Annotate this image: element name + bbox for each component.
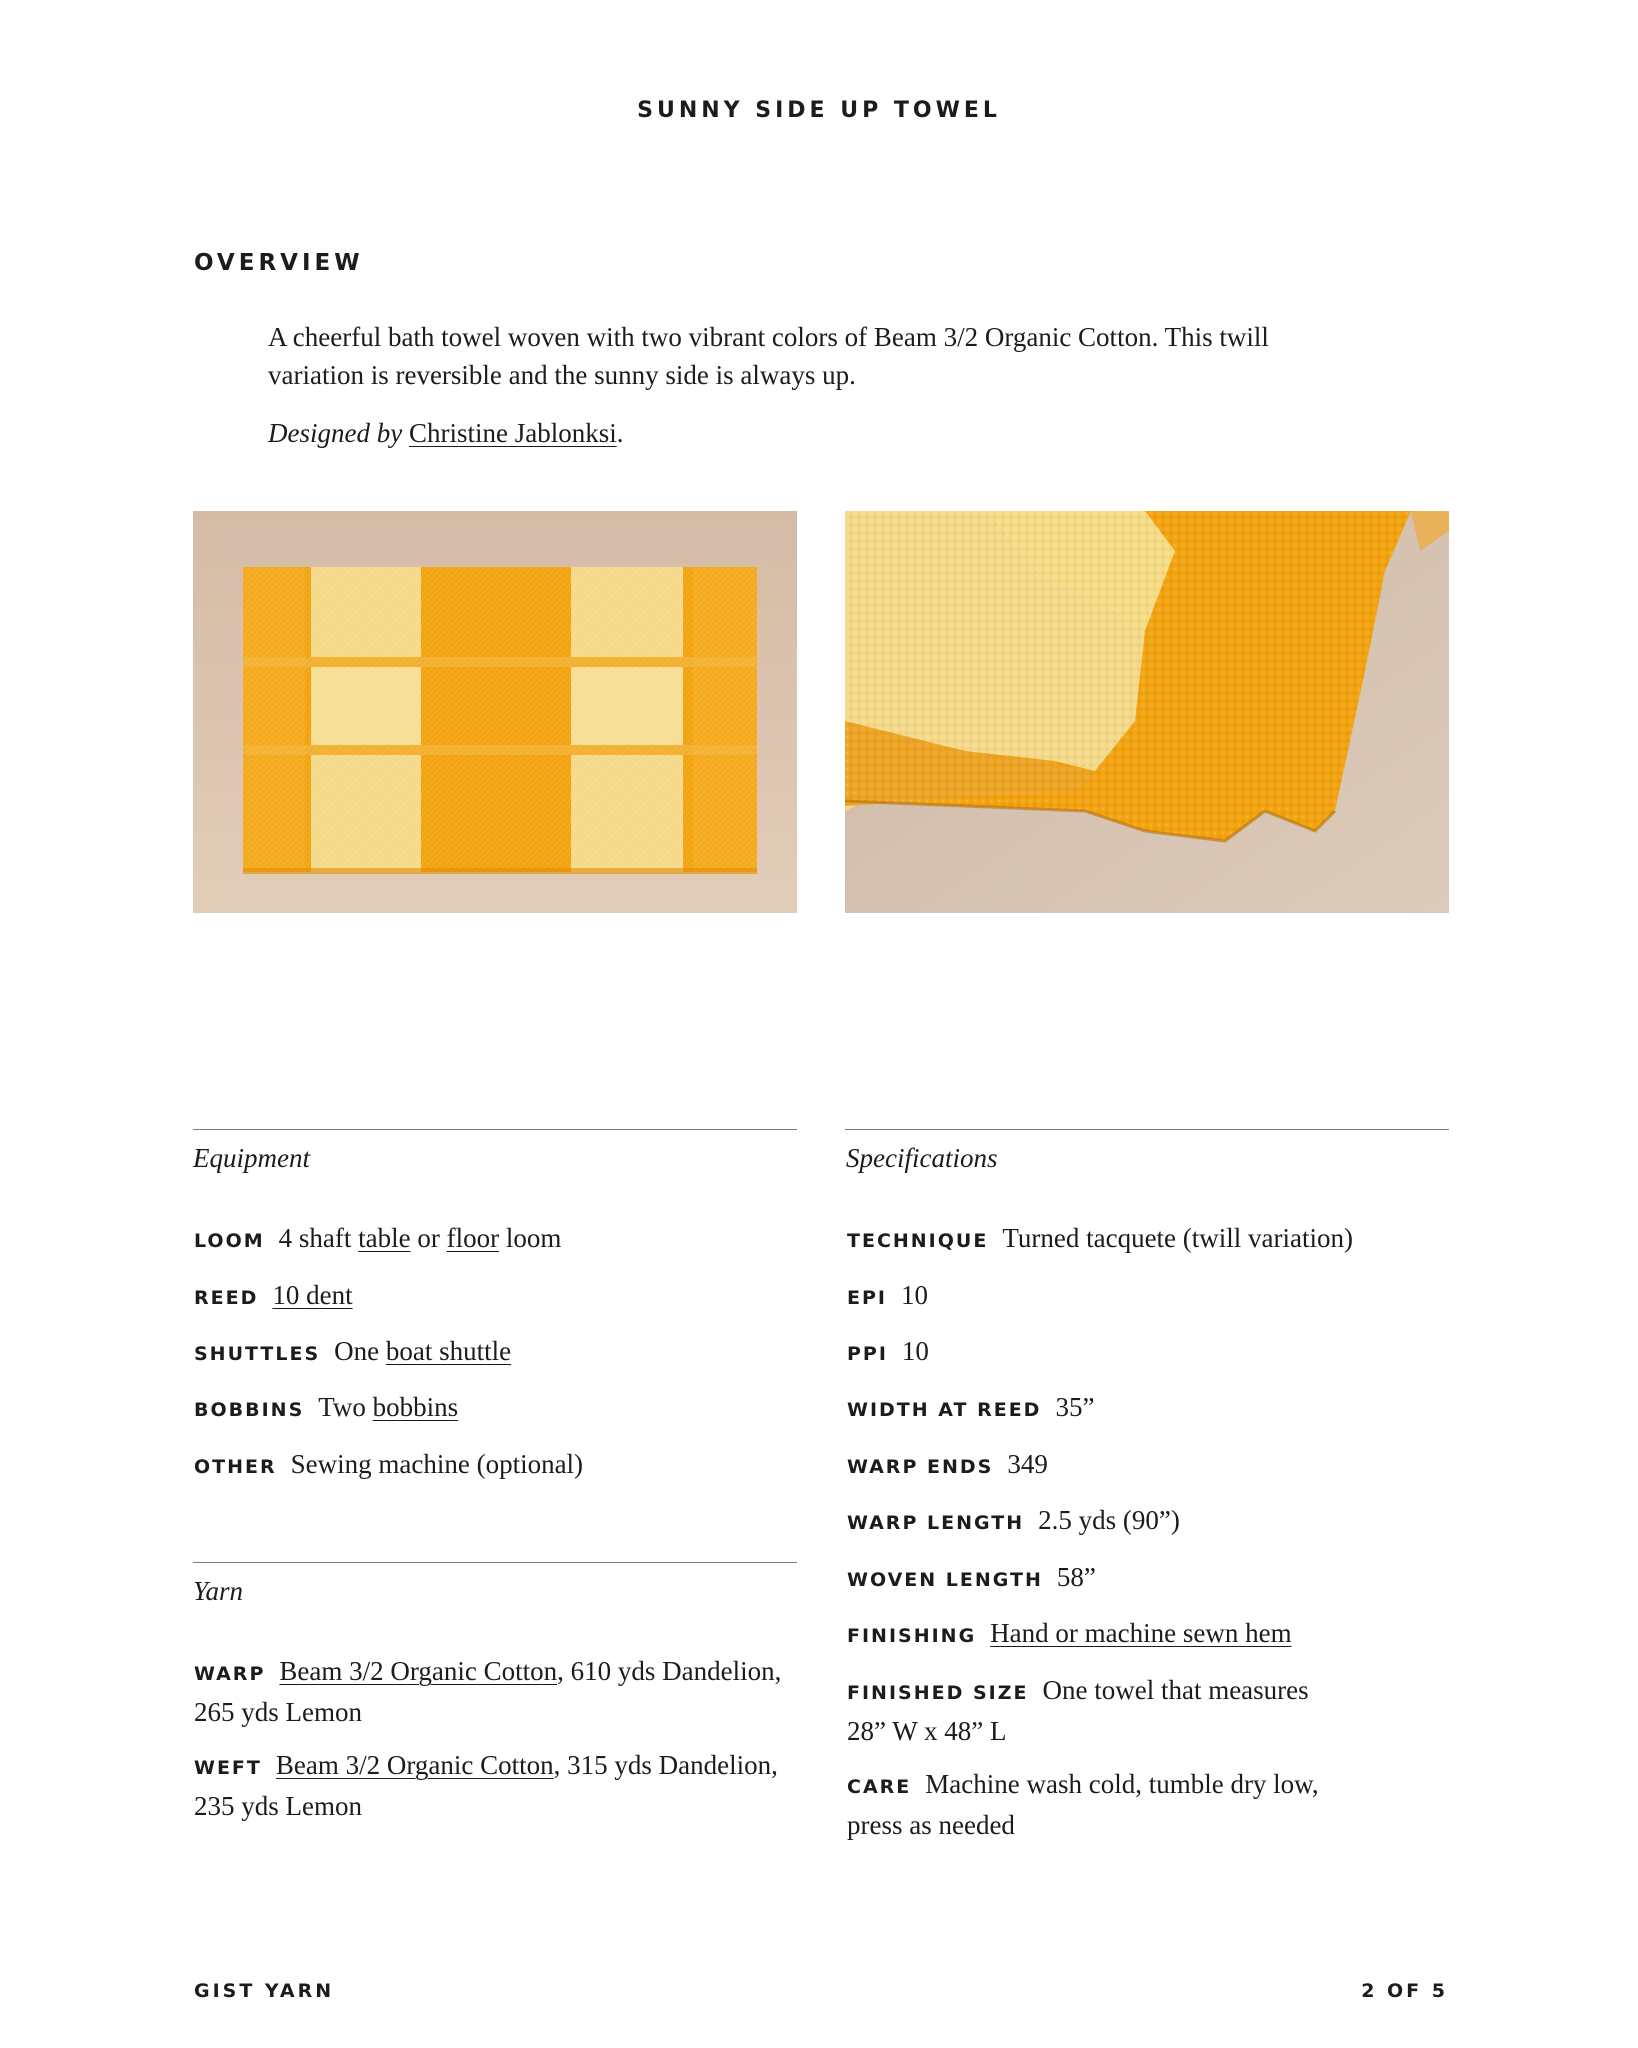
equipment-loom (194, 1219, 561, 1260)
footer-page-number: 2 OF 5 (1361, 1980, 1448, 2002)
finished-size-value: One towel that measures 28” W x 48” L (847, 1675, 1309, 1746)
ppi-key: PPI (847, 1343, 888, 1365)
loom-key: LOOM (194, 1230, 265, 1252)
reed-key: REED (194, 1287, 259, 1309)
shuttles-pre: One (334, 1336, 386, 1366)
reed-link[interactable]: 10 dent (272, 1280, 353, 1310)
woven-length-value: 58” (1056, 1562, 1096, 1592)
shuttles-key: SHUTTLES (194, 1343, 321, 1365)
equipment-reed (194, 1276, 353, 1317)
towel-flat-illustration (193, 511, 797, 913)
spec-finishing (847, 1614, 1292, 1655)
finishing-link[interactable]: Hand or machine sewn hem (990, 1618, 1292, 1648)
footer-brand: GIST YARN (194, 1980, 335, 2002)
designed-by-label: Designed by (268, 418, 403, 448)
equipment-bobbins (194, 1388, 458, 1429)
warp-ends-key: WARP ENDS (847, 1456, 994, 1478)
weft-key: WEFT (194, 1757, 262, 1779)
other-value: Sewing machine (optional) (290, 1449, 584, 1479)
spec-ppi (847, 1332, 929, 1373)
designer-credit (268, 414, 623, 452)
towel-detail-illustration (845, 511, 1449, 913)
width-at-reed-key: WIDTH AT REED (847, 1399, 1042, 1421)
bobbins-pre: Two (318, 1392, 373, 1422)
finishing-key: FINISHING (847, 1625, 977, 1647)
spec-care (847, 1765, 1367, 1844)
warp-ends-value: 349 (1007, 1449, 1048, 1479)
weft-yarn-details: , 315 yds Dandelion, 235 yds Lemon (194, 1750, 778, 1821)
designer-link[interactable]: Christine Jablonksi (408, 418, 617, 448)
equipment-shuttles (194, 1332, 511, 1373)
designer-suffix: . (616, 418, 624, 448)
yarn-warp (194, 1652, 814, 1731)
epi-key: EPI (847, 1287, 887, 1309)
warp-length-key: WARP LENGTH (847, 1512, 1025, 1534)
towel-detail-photo (845, 511, 1449, 913)
technique-value: Turned tacquete (twill variation) (1002, 1223, 1353, 1253)
spec-woven-length (847, 1558, 1096, 1599)
technique-key: TECHNIQUE (847, 1230, 989, 1252)
equipment-other (194, 1445, 583, 1486)
epi-value: 10 (900, 1280, 928, 1310)
warp-key: WARP (194, 1663, 266, 1685)
spec-width-at-reed (847, 1388, 1094, 1429)
yarn-weft (194, 1746, 814, 1825)
spec-warp-length (847, 1501, 1180, 1542)
care-key: CARE (847, 1776, 912, 1798)
towel-flat-photo (193, 511, 797, 913)
warp-length-value: 2.5 yds (90”) (1038, 1505, 1180, 1535)
other-key: OTHER (194, 1456, 277, 1478)
table-loom-link[interactable]: table (358, 1223, 411, 1253)
document-title: SUNNY SIDE UP TOWEL (637, 98, 1001, 123)
spec-epi (847, 1276, 928, 1317)
weft-yarn-link[interactable]: Beam 3/2 Organic Cotton (275, 1750, 554, 1780)
bobbins-key: BOBBINS (194, 1399, 305, 1421)
loom-mid: or (410, 1223, 447, 1253)
loom-post: loom (499, 1223, 562, 1253)
specifications-heading: Specifications (846, 1143, 998, 1173)
equipment-divider (193, 1129, 797, 1130)
equipment-heading: Equipment (193, 1143, 310, 1173)
finished-size-key: FINISHED SIZE (847, 1682, 1029, 1704)
boat-shuttle-link[interactable]: boat shuttle (385, 1336, 512, 1366)
spec-finished-size (847, 1671, 1347, 1750)
yarn-heading: Yarn (193, 1576, 244, 1606)
spec-warp-ends (847, 1445, 1048, 1486)
loom-pre: 4 shaft (278, 1223, 359, 1253)
bobbins-link[interactable]: bobbins (372, 1392, 459, 1422)
spec-technique (847, 1219, 1353, 1260)
overview-heading: OVERVIEW (194, 250, 364, 276)
ppi-value: 10 (901, 1336, 929, 1366)
care-value: Machine wash cold, tumble dry low, press as needed (847, 1769, 1319, 1840)
warp-yarn-details: , 610 yds Dandelion, 265 yds Lemon (194, 1656, 782, 1727)
overview-description: A cheerful bath towel woven with two vibrant colors of Beam 3/2 Organic Cotton. This twill variation is reversible and the sunny side is always up. (268, 322, 1269, 390)
woven-length-key: WOVEN LENGTH (847, 1569, 1043, 1591)
floor-loom-link[interactable]: floor (446, 1223, 500, 1253)
warp-yarn-link[interactable]: Beam 3/2 Organic Cotton (279, 1656, 558, 1686)
specifications-divider (845, 1129, 1449, 1130)
yarn-divider (193, 1562, 797, 1563)
width-at-reed-value: 35” (1055, 1392, 1095, 1422)
